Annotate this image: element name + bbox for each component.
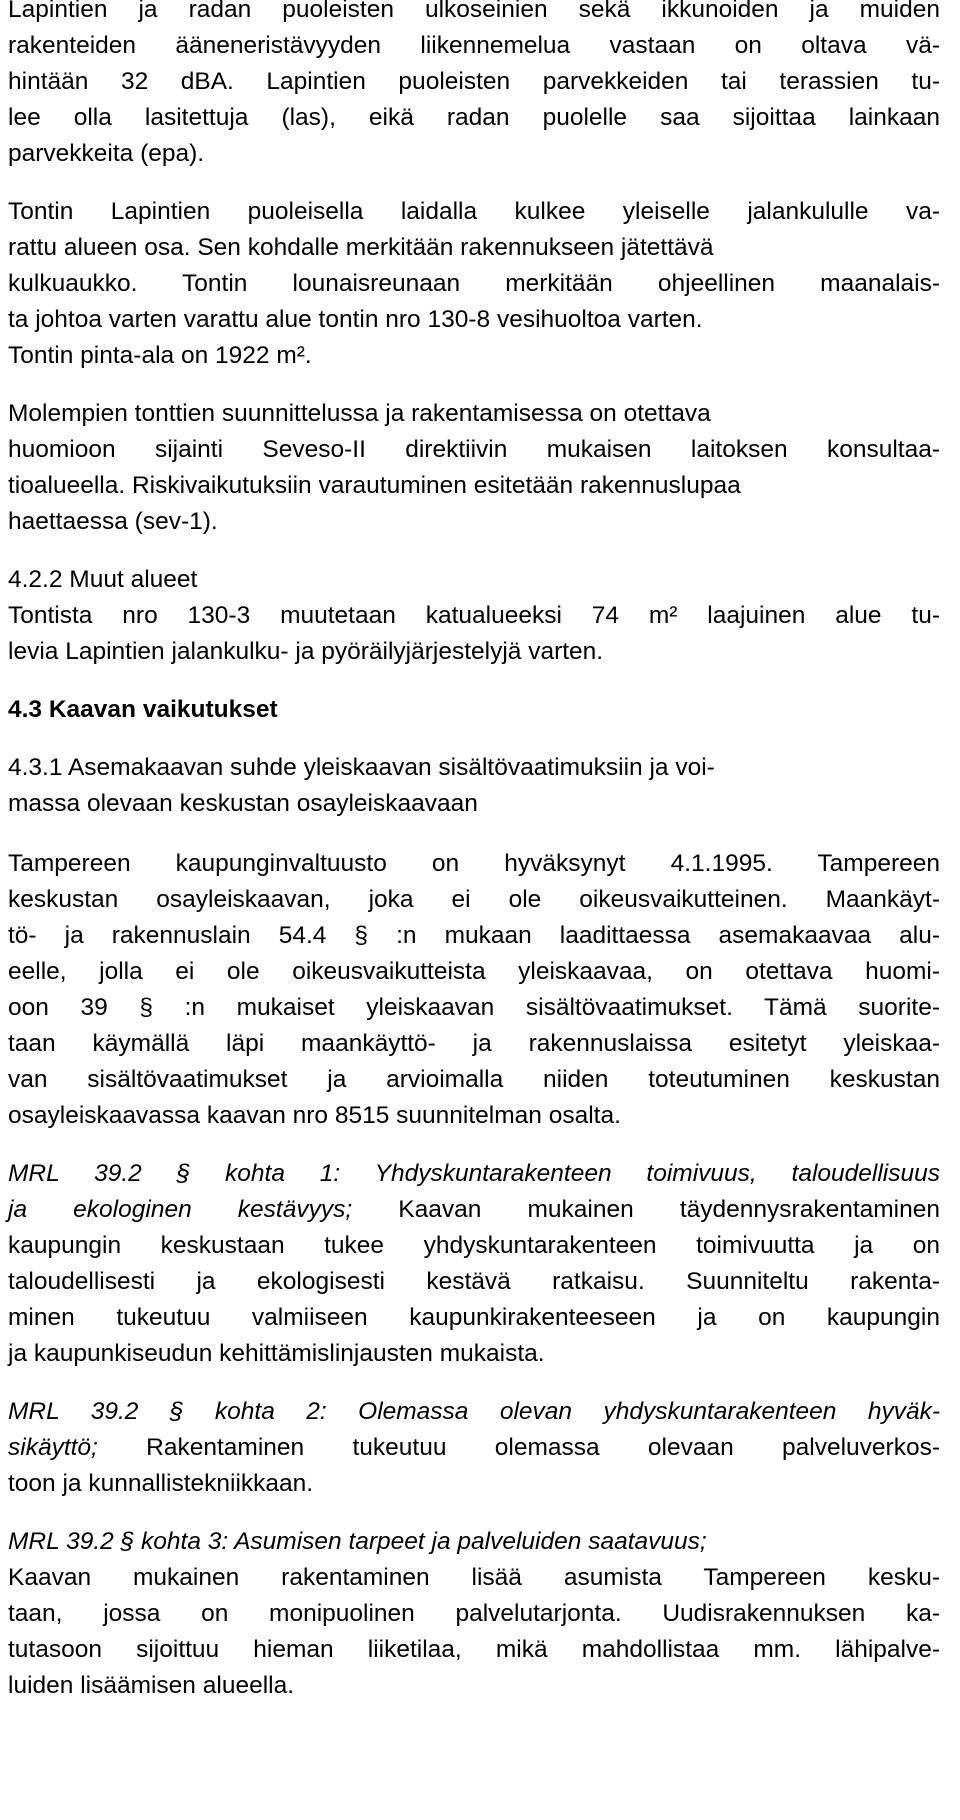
text-line: tutasoon sijoittuu hieman liiketilaa, mikä mahdollistaa mm. lähipalve- — [8, 1636, 940, 1663]
italic-run: ja ekologinen kestävyys; — [8, 1196, 353, 1223]
text-line — [8, 1430, 940, 1466]
paragraph-gap — [8, 374, 940, 396]
paragraph-seveso — [8, 396, 940, 540]
text-line: osayleiskaavassa kaavan nro 8515 suunnitelman osalta. — [8, 1102, 621, 1129]
text-line: kaupungin keskustaan tukee yhdyskuntarakenteen toimivuutta ja on — [8, 1232, 940, 1259]
paragraph-gap — [8, 670, 940, 692]
text-line: ta johtoa varten varattu alue tontin nro 130-8 vesihuoltoa varten. — [8, 306, 703, 333]
text-run: Rakentaminen tukeutuu olemassa olevaan palveluverkos- — [97, 1434, 940, 1461]
document-page — [8, 0, 940, 1704]
text-line: Tontin Lapintien puoleisella laidalla kulkee yleiselle jalankululle va- — [8, 198, 940, 225]
text-line: toon ja kunnallistekniikkaan. — [8, 1470, 314, 1497]
text-line: Tampereen kaupunginvaltuusto on hyväksynyt 4.1.1995. Tampereen — [8, 850, 940, 877]
paragraph-gap — [8, 822, 940, 846]
paragraph-pedestrian-area — [8, 194, 940, 374]
text-line: Molempien tonttien suunnittelussa ja rakentamisessa on otettava — [8, 400, 711, 427]
text-line: hintään 32 dBA. Lapintien puoleisten parvekkeiden tai terassien tu- — [8, 68, 940, 95]
paragraph-yleiskaava — [8, 846, 940, 1134]
text-line: lee olla lasitettuja (las), eikä radan puolelle saa sijoittaa lainkaan — [8, 104, 940, 131]
text-line: rakenteiden ääneneristävyyden liikennemelua vastaan on oltava vä- — [8, 32, 940, 59]
paragraph-gap — [8, 728, 940, 750]
subsection-heading: massa olevaan keskustan osayleiskaavaan — [8, 790, 478, 817]
text-line: levia Lapintien jalankulku- ja pyöräilyjärjestelyjä varten. — [8, 638, 604, 665]
text-line: keskustan osayleiskaavan, joka ei ole oikeusvaikutteinen. Maankäyt- — [8, 886, 940, 913]
text-line: oon 39 § :n mukaiset yleiskaavan sisältövaatimukset. Tämä suorite- — [8, 994, 940, 1021]
text-line: eelle, jolla ei ole oikeusvaikutteista yleiskaavaa, on otettava huomi- — [8, 958, 940, 985]
paragraph-gap — [8, 1134, 940, 1156]
text-line: tioalueella. Riskivaikutuksiin varautuminen esitetään rakennuslupaa — [8, 472, 741, 499]
text-line: parvekkeita (epa). — [8, 140, 205, 167]
text-line: luiden lisäämisen alueella. — [8, 1672, 295, 1699]
paragraph-gap — [8, 1372, 940, 1394]
text-line: taloudellisesti ja ekologisesti kestävä ratkaisu. Suunniteltu rakenta- — [8, 1268, 940, 1295]
text-line: MRL 39.2 § kohta 2: Olemassa olevan yhdyskuntarakenteen hyväk- — [8, 1398, 940, 1425]
text-line: Tontin pinta-ala on 1922 m². — [8, 342, 312, 369]
text-line: MRL 39.2 § kohta 1: Yhdyskuntarakenteen toimivuus, taloudellisuus — [8, 1160, 940, 1187]
text-line: kulkuaukko. Tontin lounaisreunaan merkitään ohjeellinen maanalais- — [8, 270, 940, 297]
text-line: Tontista nro 130-3 muutetaan katualueeksi 74 m² laajuinen alue tu- — [8, 602, 940, 629]
paragraph-gap — [8, 1502, 940, 1524]
text-line: Lapintien ja radan puoleisten ulkoseinien sekä ikkunoiden ja muiden — [8, 0, 940, 23]
text-run: Kaavan mukainen täydennysrakentaminen — [352, 1196, 940, 1223]
section-4-3-1 — [8, 750, 940, 822]
paragraph-gap — [8, 172, 940, 194]
text-line: huomioon sijainti Seveso-II direktiivin mukaisen laitoksen konsultaa- — [8, 436, 940, 463]
italic-run: sikäyttö; — [8, 1434, 98, 1461]
paragraph-gap — [8, 540, 940, 562]
text-line: minen tukeutuu valmiiseen kaupunkirakenteeseen ja on kaupungin — [8, 1304, 940, 1331]
text-line: haettaessa (sev-1). — [8, 508, 218, 535]
subsection-heading: 4.3.1 Asemakaavan suhde yleiskaavan sisältövaatimuksiin ja voi- — [8, 754, 715, 781]
text-line: Kaavan mukainen rakentaminen lisää asumista Tampereen kesku- — [8, 1564, 940, 1591]
section-heading-4-3: 4.3 Kaavan vaikutukset — [8, 696, 278, 723]
text-line: tö- ja rakennuslain 54.4 § :n mukaan laadittaessa asemakaavaa alu- — [8, 922, 940, 949]
text-line: ja kaupunkiseudun kehittämislinjausten mukaista. — [8, 1340, 545, 1367]
text-line: rattu alueen osa. Sen kohdalle merkitään rakennukseen jätettävä — [8, 234, 714, 261]
paragraph-mrl-kohta-3 — [8, 1524, 940, 1704]
paragraph-mrl-kohta-2 — [8, 1394, 940, 1502]
text-line — [8, 1192, 940, 1228]
paragraph-noise-insulation — [8, 0, 940, 172]
section-heading: 4.2.2 Muut alueet — [8, 566, 198, 593]
text-line: van sisältövaatimukset ja arvioimalla niiden toteutuminen keskustan — [8, 1066, 940, 1093]
paragraph-mrl-kohta-1 — [8, 1156, 940, 1372]
text-line: MRL 39.2 § kohta 3: Asumisen tarpeet ja palveluiden saatavuus; — [8, 1528, 707, 1555]
text-line: taan käymällä läpi maankäyttö- ja rakennuslaissa esitetyt yleiskaa- — [8, 1030, 940, 1057]
text-line: taan, jossa on monipuolinen palvelutarjonta. Uudisrakennuksen ka- — [8, 1600, 940, 1627]
section-4-2-2 — [8, 562, 940, 670]
